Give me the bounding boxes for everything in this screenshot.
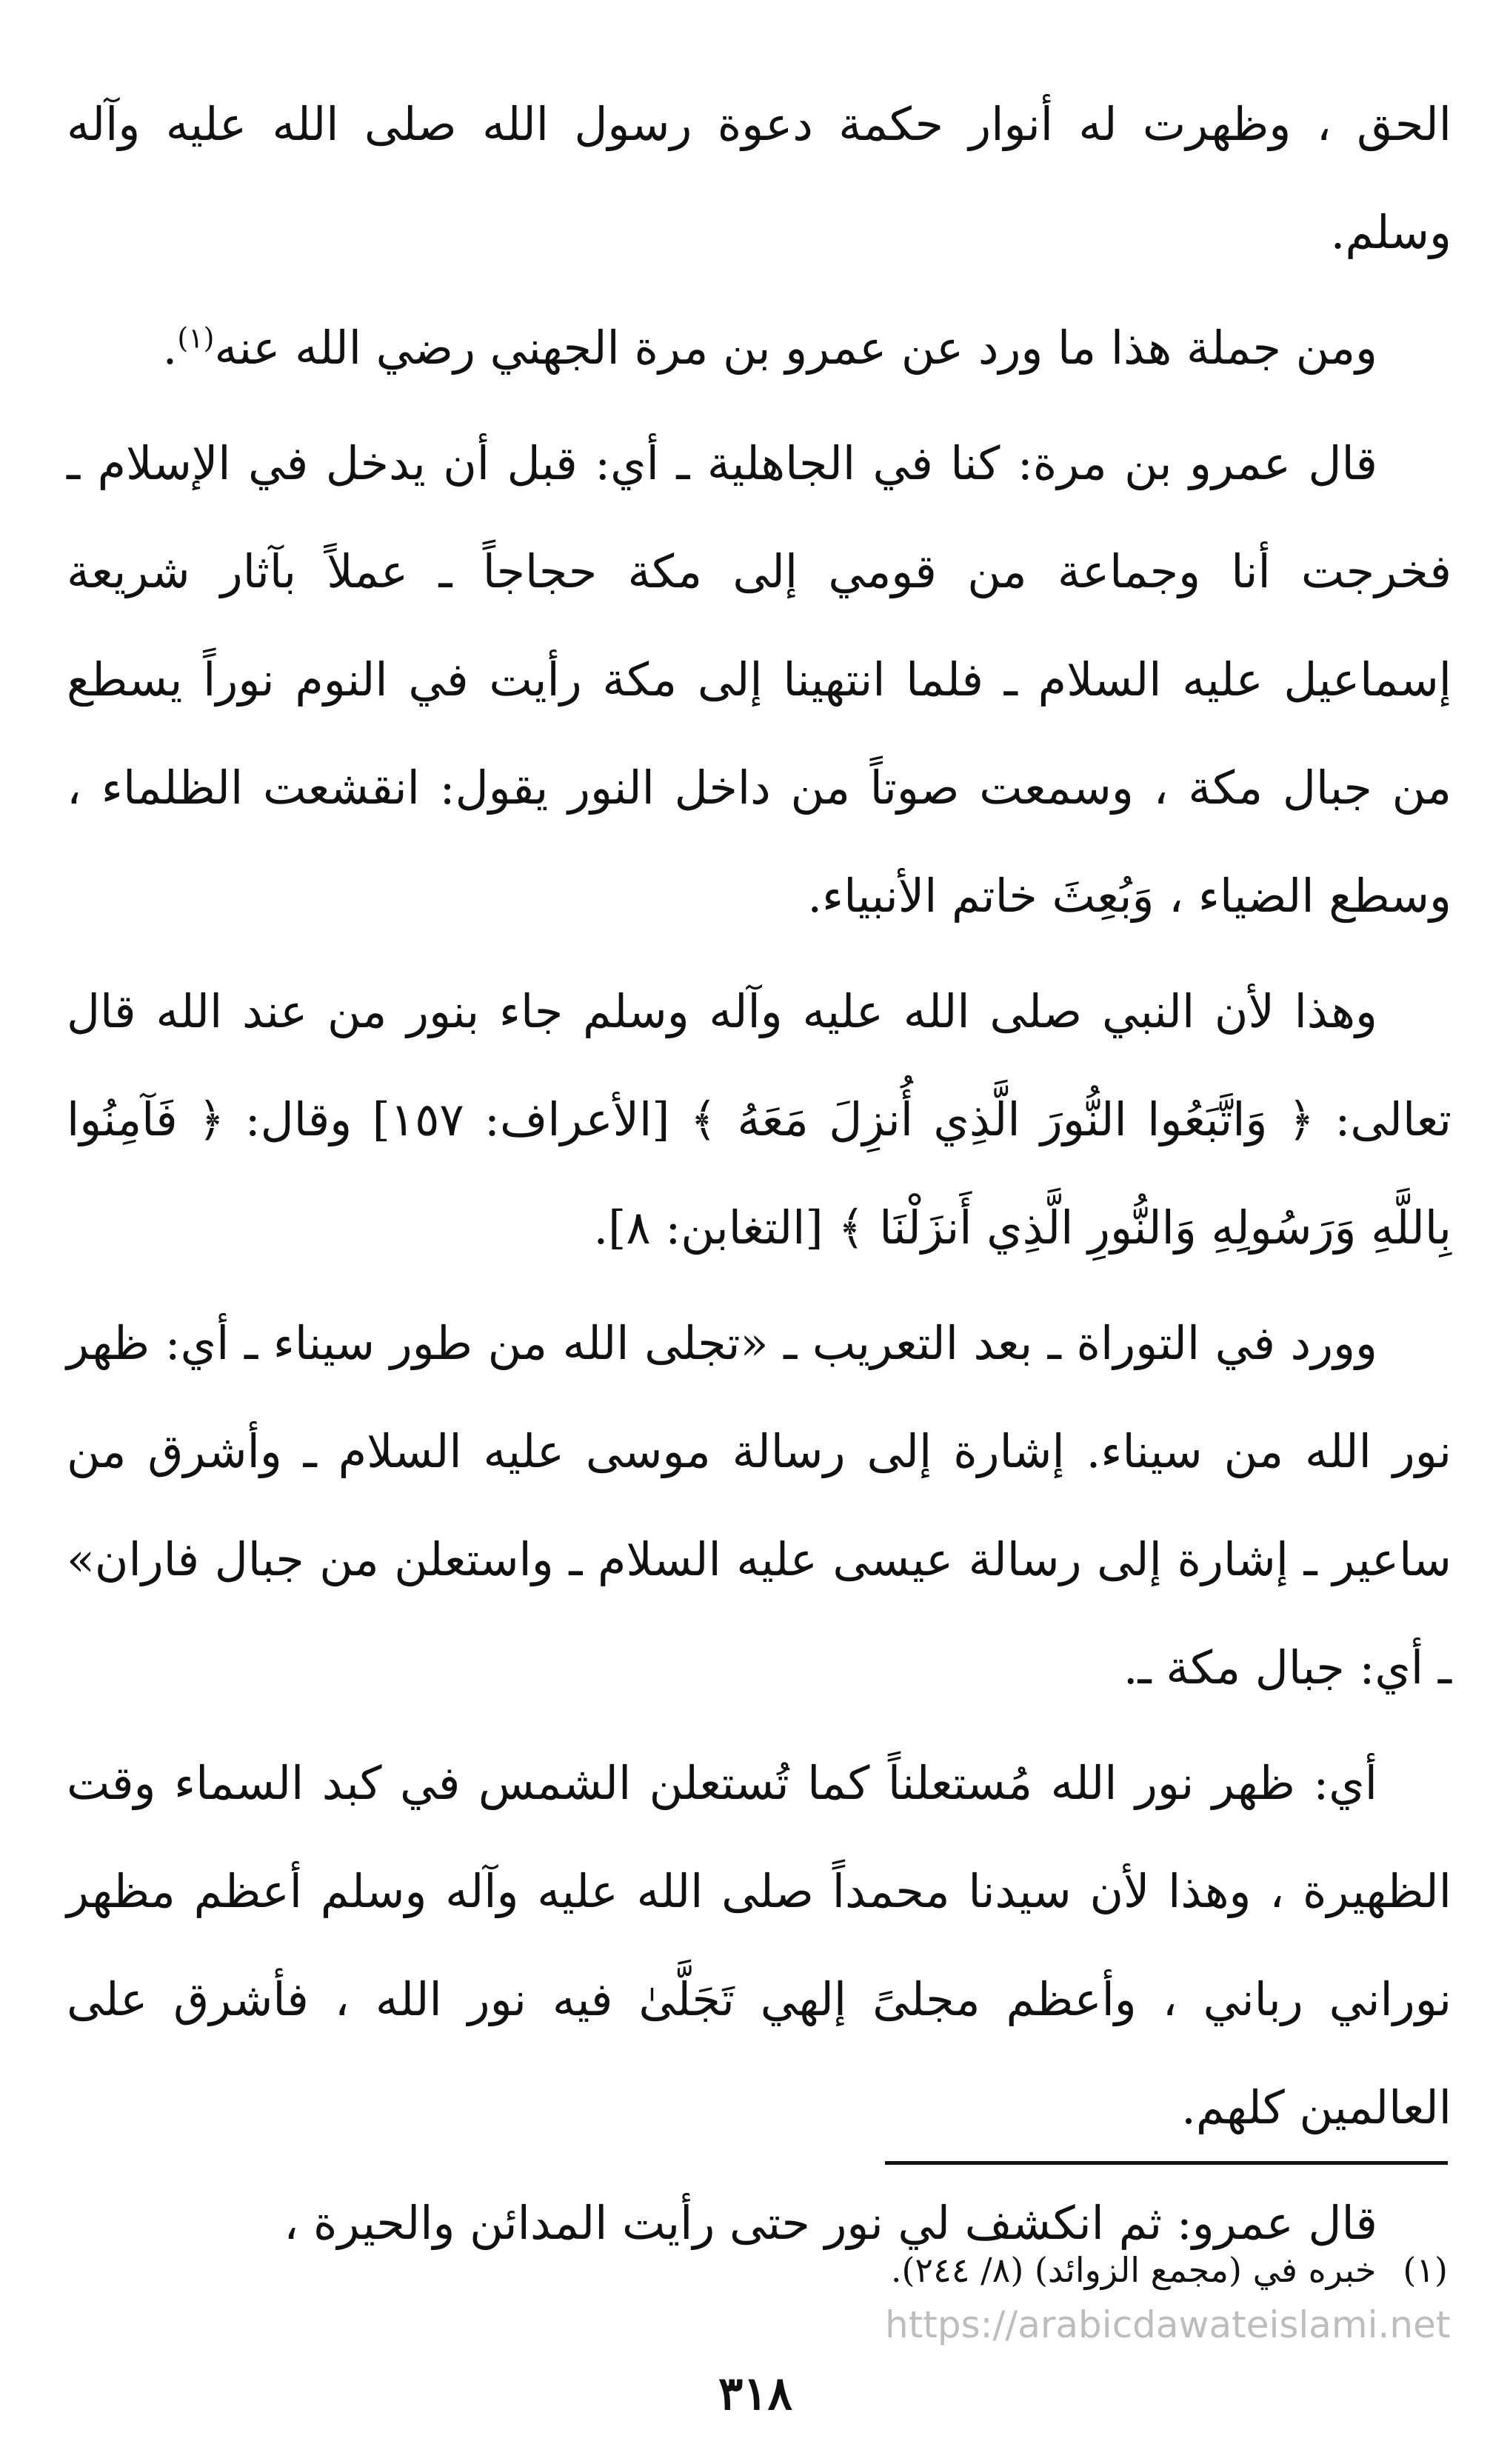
footnote-text: خبره في (مجمع الزوائد) (٨/ ٢٤٤).: [890, 2250, 1377, 2290]
paragraph-2-end: .: [162, 321, 178, 375]
page-number: ٣١٨: [718, 2366, 792, 2420]
main-text: [67, 70, 1451, 2285]
footnote-divider: [885, 2161, 1448, 2165]
paragraph-2-text: ومن جملة هذا ما ورد عن عمرو بن مرة الجهني رضي الله عنه: [214, 321, 1377, 375]
footnote-reference[interactable]: (١): [177, 321, 215, 355]
paragraph-4: وهذا لأن النبي صلى الله عليه وآله وسلم جاء بنور من عند الله قال تعالى: ﴿ وَاتَّبَعُوا النُّورَ الَّذِي أُنزِلَ مَعَهُ ﴾ [الأعراف: ١٥٧] وقال: ﴿ فَآمِنُوا بِاللَّهِ وَرَسُولِهِ وَالنُّورِ الَّذِي أَنزَلْنَا ﴾ [التغابن: ٨].: [67, 984, 1451, 1255]
paragraph-1: الحق ، وظهرت له أنوار حكمة دعوة رسول الله صلى الله عليه وآله وسلم.: [67, 97, 1451, 259]
paragraph-3: قال عمرو بن مرة: كنا في الجاهلية ـ أي: قبل أن يدخل في الإسلام ـ فخرجت أنا وجماعة من قومي إلى مكة حجاجاً ـ عملاً بآثار شريعة إسماعيل عليه السلام ـ فلما انتهينا إلى مكة رأيت في النوم نوراً يسطع من جبال مكة ، وسمعت صوتاً من داخل النور يقول: انقشعت الظلماء ، وسطع الضياء ، وَبُعِثَ خاتم الأنبياء.: [67, 436, 1451, 923]
watermark-url: https://arabicdawateislami.net: [885, 2303, 1451, 2346]
paragraph-7: قال عمرو: ثم انكشف لي نور حتى رأيت المدائن والحيرة ،: [284, 2196, 1377, 2250]
footnote-number: (١): [1403, 2250, 1448, 2290]
paragraph-5: وورد في التوراة ـ بعد التعريب ـ «تجلى الله من طور سيناء ـ أي: ظهر نور الله من سيناء. إشارة إلى رسالة موسى عليه السلام ـ وأشرق من ساعير ـ إشارة إلى رسالة عيسى عليه السلام ـ واستعلن من جبال فاران» ـ أي: جبال مكة ـ.: [67, 1316, 1451, 1695]
paragraph-2: [67, 294, 1451, 402]
footnote: [337, 2248, 1448, 2292]
paragraph-6: أي: ظهر نور الله مُستعلناً كما تُستعلن الشمس في كبد السماء وقت الظهيرة ، وهذا لأن سيدنا محمداً صلى الله عليه وآله وسلم أعظم مظهر نوراني رباني ، وأعظم مجلىً إلهي تَجَلَّىٰ فيه نور الله ، فأشرق على العالمين كلهم.: [67, 1756, 1451, 2134]
